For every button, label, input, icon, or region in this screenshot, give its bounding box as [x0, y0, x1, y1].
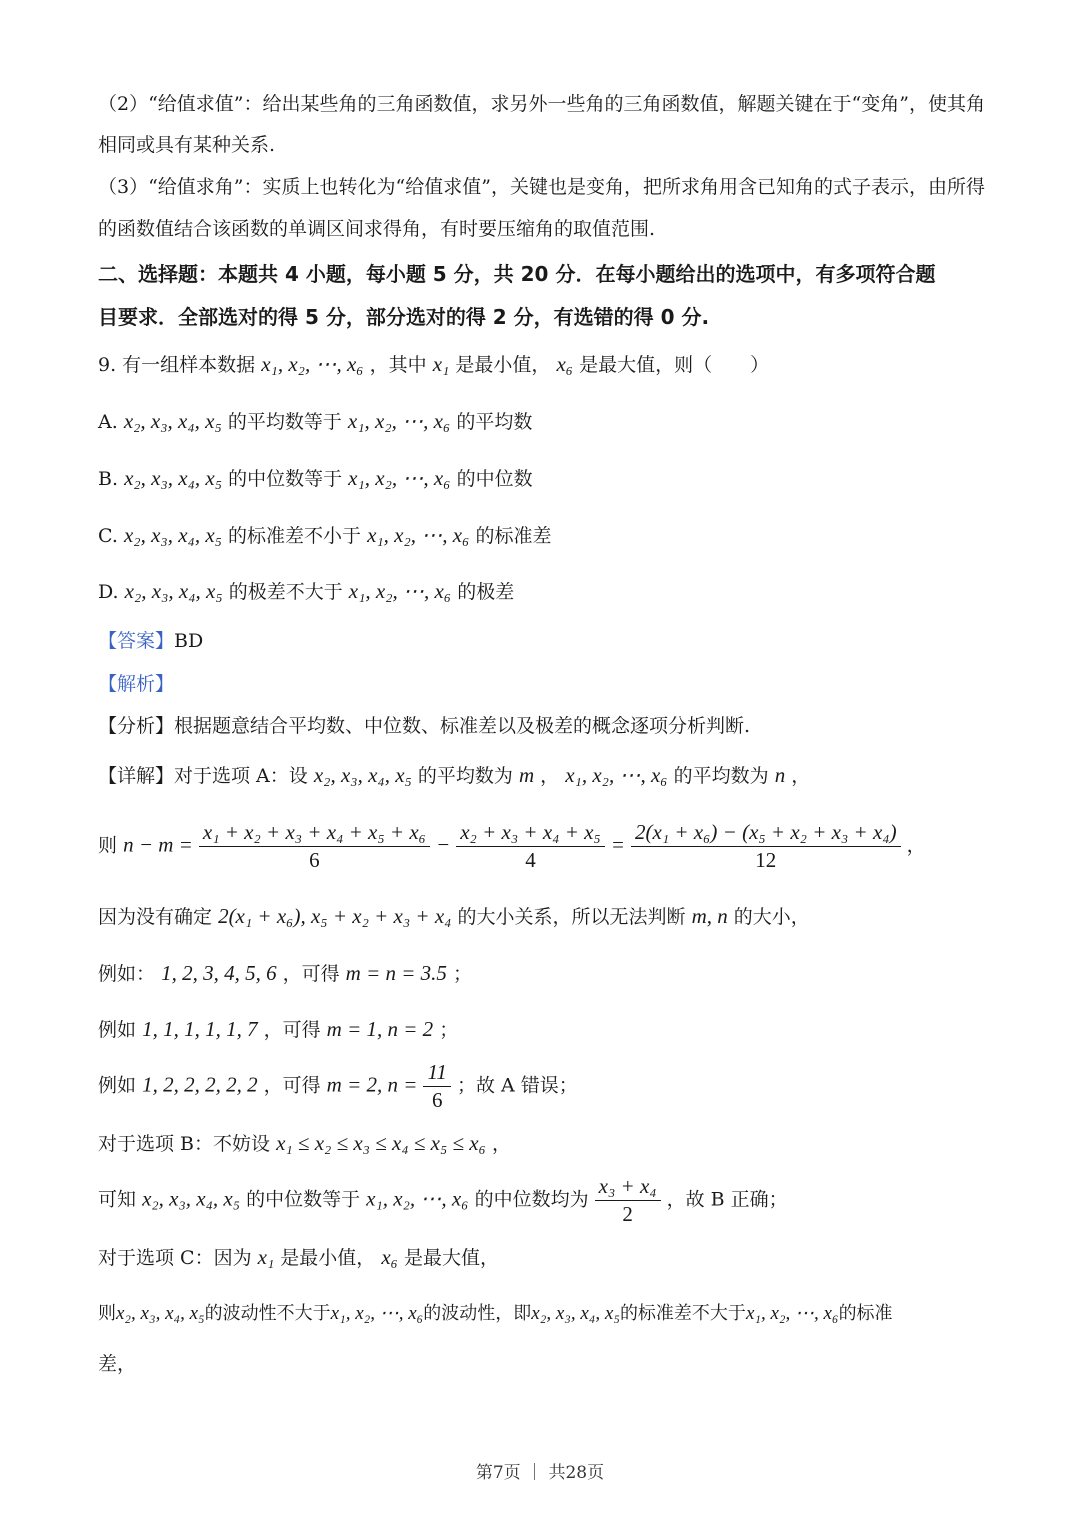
- math-expression: n: [774, 763, 786, 787]
- stem-text: 是最大值，则（ ）: [579, 354, 770, 376]
- detail-text: 的大小，: [733, 906, 810, 928]
- detail-text: 的标准: [838, 1303, 893, 1324]
- option-label: C.: [98, 525, 118, 547]
- math-expression: x₁: [257, 1245, 275, 1269]
- detail-text: 是最大值，: [404, 1247, 500, 1269]
- math-expression: 2(x₁ + x₆), x₅ + x₂ + x₃ + x₄: [218, 904, 452, 928]
- detail-text: 的标准差不大于: [619, 1303, 746, 1324]
- option-text: 的平均数: [456, 411, 533, 433]
- detail-text: ，: [491, 1133, 511, 1155]
- detail-text: ，可得: [282, 963, 340, 985]
- math-expression: n − m =: [123, 832, 193, 857]
- section-heading: 目要求．全部选对的得 5 分，部分选对的得 2 分，有选错的得 0 分.: [98, 305, 710, 329]
- detail-line-b1: [98, 1133, 511, 1154]
- math-expression: 1, 2, 2, 2, 2, 2: [142, 1072, 258, 1097]
- fraction-numerator: x₃ + x₄: [595, 1176, 661, 1201]
- option-label: A.: [98, 411, 118, 433]
- detail-text: 例如: [98, 1019, 137, 1041]
- stem-prefix: 9. 有一组样本数据: [98, 354, 256, 376]
- math-expression: x₂, x₃, x₄, x₅: [116, 1303, 205, 1324]
- detail-line-1: [98, 765, 810, 786]
- fraction: [199, 822, 430, 871]
- detail-text: 则: [98, 834, 118, 857]
- fraction: [595, 1176, 661, 1225]
- math-expression: x₁: [432, 352, 450, 376]
- detail-text: 是最小值，: [280, 1247, 376, 1269]
- fraction-denominator: 12: [755, 848, 777, 872]
- math-expression: x₂, x₃, x₄, x₅: [124, 466, 223, 490]
- math-expression: x₂, x₃, x₄, x₅: [123, 523, 222, 547]
- option-label: B.: [98, 468, 119, 490]
- math-expression: x₂, x₃, x₄, x₅: [313, 763, 412, 787]
- detail-text: 的平均数为: [673, 765, 769, 787]
- math-expression: x₁, x₂, ⋯, x₆: [366, 1186, 469, 1211]
- math-expression: 1, 2, 3, 4, 5, 6: [161, 961, 277, 985]
- analysis-summary-tag: 【分析】: [98, 715, 175, 737]
- option-text: 的平均数等于: [227, 411, 342, 433]
- detail-text: 例如: [98, 1074, 137, 1097]
- question-stem: [98, 354, 769, 375]
- detail-text: 可知: [98, 1188, 137, 1211]
- detail-text: ；: [439, 1019, 459, 1041]
- math-expression: x₂, x₃, x₄, x₅: [123, 409, 222, 433]
- example-line-2: [98, 1019, 458, 1040]
- detail-text: 的波动性不大于: [204, 1303, 331, 1324]
- detail-text: 的平均数为: [417, 765, 513, 787]
- option-d: [98, 581, 514, 602]
- math-expression: x₂, x₃, x₄, x₅: [124, 579, 223, 603]
- fraction-denominator: 2: [622, 1202, 633, 1226]
- fraction-denominator: 6: [431, 1088, 443, 1112]
- option-text: 的标准差: [475, 525, 552, 547]
- math-expression: x₁, x₂, ⋯, x₆: [745, 1303, 839, 1324]
- detail-text: ，故 B 正确；: [666, 1188, 788, 1211]
- detail-text: ；故 A 错误；: [456, 1074, 578, 1097]
- math-expression: x₁, x₂, ⋯, x₆: [348, 579, 452, 603]
- example-line-3: [98, 1062, 578, 1111]
- math-expression: 1, 1, 1, 1, 1, 7: [142, 1017, 258, 1041]
- text-line: （2）“给值求值”：给出某些角的三角函数值，求另外一些角的三角函数值，解题关键在于“变角”，使其角: [98, 93, 985, 115]
- detail-text: 则: [98, 1303, 116, 1324]
- section-heading: 二、选择题：本题共 4 小题，每小题 5 分，共 20 分．在每小题给出的选项中，有多项符合题: [98, 262, 936, 286]
- detail-text: 例如：: [98, 963, 156, 985]
- math-expression: x₂, x₃, x₄, x₅: [531, 1303, 620, 1324]
- detail-line-3: [98, 906, 810, 927]
- math-expression: x₁, x₂, ⋯, x₆: [565, 763, 668, 787]
- math-operator: −: [436, 832, 451, 857]
- analysis-tag: 【解析】: [98, 673, 175, 695]
- detail-text: ，: [906, 834, 926, 857]
- detail-tag: 【详解】: [98, 765, 175, 787]
- page-footer: 第7页 ｜ 共28页: [475, 1463, 605, 1483]
- detail-text: 的中位数等于: [246, 1188, 361, 1211]
- fraction: [456, 822, 605, 871]
- detail-line-c1: [98, 1247, 499, 1268]
- option-text: 的极差: [457, 581, 515, 603]
- detail-text: 的波动性，即: [423, 1303, 532, 1324]
- math-expression: m = n = 3.5: [345, 961, 447, 985]
- math-expression: x₁ ≤ x₂ ≤ x₃ ≤ x₄ ≤ x₅ ≤ x₆: [276, 1131, 486, 1155]
- fraction-denominator: 6: [309, 848, 320, 872]
- option-a: [98, 411, 532, 432]
- detail-text: 的中位数均为: [474, 1188, 589, 1211]
- fraction: [631, 822, 901, 871]
- detail-text: ，可得: [263, 1074, 321, 1097]
- analysis-summary-text: 根据题意结合平均数、中位数、标准差以及极差的概念逐项分析判断.: [174, 715, 751, 737]
- option-c: [98, 525, 552, 546]
- math-expression: x₁, x₂, ⋯, x₆: [367, 523, 470, 547]
- option-text: 的中位数等于: [228, 468, 343, 490]
- detail-line-b2: [98, 1176, 788, 1225]
- detail-text: ，: [540, 765, 560, 787]
- option-b: [98, 468, 533, 489]
- detail-line-2: [98, 822, 926, 871]
- analysis-summary: [98, 717, 750, 736]
- math-expression: x₂, x₃, x₄, x₅: [142, 1186, 241, 1211]
- answer-value: BD: [174, 630, 204, 652]
- detail-text: 对于选项 C：因为: [98, 1247, 252, 1269]
- fraction-numerator: x₁ + x₂ + x₃ + x₄ + x₅ + x₆: [199, 822, 430, 847]
- math-expression: m, n: [691, 904, 728, 928]
- fraction-numerator: 2(x₁ + x₆) − (x₅ + x₂ + x₃ + x₄): [631, 822, 901, 847]
- detail-text: 对于选项 A：设: [174, 765, 308, 787]
- math-expression: x₆: [381, 1245, 398, 1269]
- detail-text: ；: [452, 963, 472, 985]
- math-expression: x₆: [556, 352, 574, 376]
- detail-line-c3: 差，: [98, 1353, 137, 1375]
- fraction-numerator: 11: [423, 1062, 450, 1087]
- text-line: （3）“给值求角”：实质上也转化为“给值求值”，关键也是变角，把所求角用含已知角的式子表示，由所得: [98, 176, 985, 198]
- math-expression: m = 1, n = 2: [326, 1017, 434, 1041]
- fraction-denominator: 4: [525, 848, 536, 872]
- math-operator: =: [610, 832, 625, 857]
- example-line-1: [98, 963, 472, 984]
- fraction: [423, 1062, 450, 1111]
- option-text: 的标准差不小于: [228, 525, 362, 547]
- option-label: D.: [98, 581, 119, 603]
- answer-tag: 【答案】: [98, 630, 175, 652]
- stem-text: 是最小值，: [455, 354, 551, 376]
- answer-line: [98, 632, 203, 651]
- detail-text: ，: [791, 765, 811, 787]
- text-line: 的函数值结合该函数的单调区间求得角，有时要压缩角的取值范围.: [98, 218, 656, 240]
- fraction-numerator: x₂ + x₃ + x₄ + x₅: [456, 822, 605, 847]
- math-expression: x₁, x₂, ⋯, x₆: [348, 466, 451, 490]
- math-expression: x₁, x₂, ⋯, x₆: [330, 1303, 424, 1324]
- math-expression: x₁, x₂, ⋯, x₆: [347, 409, 451, 433]
- detail-text: 对于选项 B：不妨设: [98, 1133, 271, 1155]
- math-expression: m = 2, n =: [326, 1072, 418, 1097]
- option-text: 的极差不大于: [228, 581, 343, 603]
- option-text: 的中位数: [456, 468, 533, 490]
- detail-text: ，可得: [263, 1019, 321, 1041]
- detail-text: 的大小关系，所以无法判断: [457, 906, 686, 928]
- text-line: 相同或具有某种关系.: [98, 134, 276, 156]
- stem-text: ，其中: [369, 354, 427, 376]
- detail-line-c2: [98, 1304, 893, 1323]
- math-expression: m: [518, 763, 535, 787]
- detail-text: 因为没有确定: [98, 906, 213, 928]
- math-expression: x₁, x₂, ⋯, x₆: [261, 352, 364, 376]
